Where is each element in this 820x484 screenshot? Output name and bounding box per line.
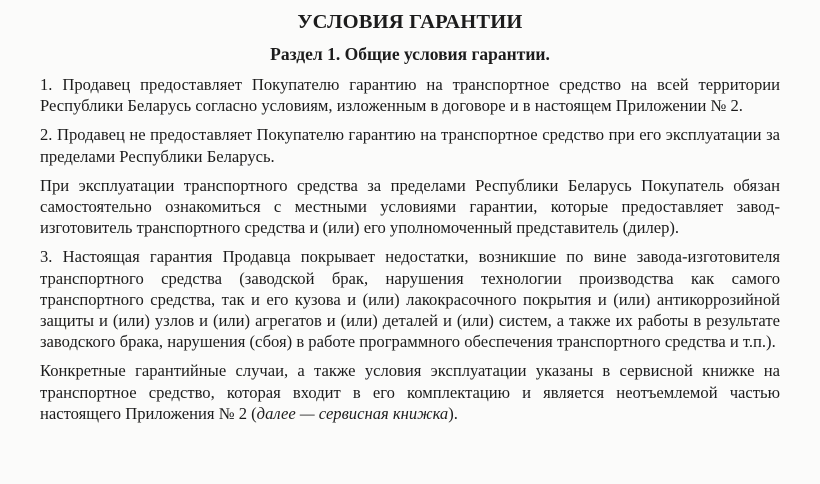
service-book-definition: далее — сервисная книжка [256, 403, 449, 423]
paragraph-2: 2. Продавец не предоставляет Покупателю гарантию на транспортное средство при его эксплуатации за пределами Республики Беларусь. [40, 125, 780, 166]
paragraph-service-book [40, 360, 780, 424]
paragraph-service-book-end: ). [448, 403, 458, 423]
section-title: Раздел 1. Общие условия гарантии. [270, 44, 550, 64]
paragraph-service-book-text: Конкретные гарантийные случаи, а также условия эксплуатации указаны в сервисной книжке на транспортное средство, которая входит в его комплектацию и является неотъемлемой частью настоящего Приложения № 2 ( [40, 361, 780, 423]
paragraph-abroad: При эксплуатации транспортного средства за пределами Республики Беларусь Покупатель обязан самостоятельно ознакомиться с местными условиями гарантии, которые предоставляет завод-изготовитель транспортного средства и (или) его уполномоченный представитель (дилер). [40, 175, 780, 238]
document-title: УСЛОВИЯ ГАРАНТИИ [297, 11, 523, 33]
paragraph-3: 3. Настоящая гарантия Продавца покрывает недостатки, возникшие по вине завода-изготовителя транспортного средства (заводской брак, нарушения технологии производства как самого транспортного средства, так и его кузова и (или) лакокрасочного покрытия и (или) антикоррозийной защиты и (или) узлов и (или) агрегатов и (или) деталей и (или) систем, а также их работы в результате заводского брака, нарушения (сбоя) в работе программного обеспечения транспортного средства и т.п.). [40, 247, 780, 352]
paragraph-1: 1. Продавец предоставляет Покупателю гарантию на транспортное средство на всей территории Республики Беларусь согласно условиям, изложенным в договоре и в настоящем Приложении № 2. [40, 75, 780, 116]
